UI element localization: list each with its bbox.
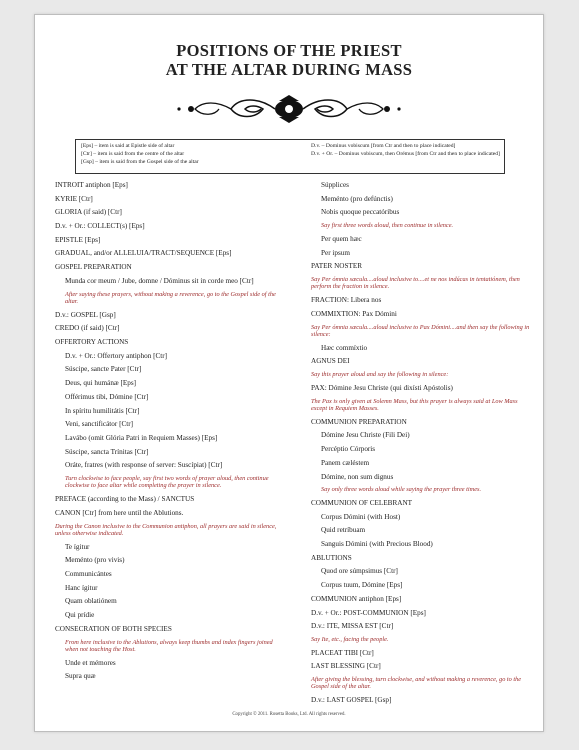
prayer-item: Quid retríbuam <box>321 526 366 535</box>
prayer-item: Munda cor meum / Jube, domne / Dóminus sit in corde meo [Ctr] <box>65 276 254 285</box>
prayer-item: Corpus tuum, Dómine [Eps] <box>321 581 403 590</box>
prayer-item: Oráte, fratres (with response of server: Suscípiat) [Ctr] <box>65 461 223 470</box>
prayer-item: Dómine, non sum dignus <box>321 472 394 481</box>
legend-right <box>311 142 501 158</box>
section-heading: PLACEAT TIBI [Ctr] <box>311 648 374 657</box>
prayer-item: Quod ore súmpsimus [Ctr] <box>321 567 398 576</box>
section-heading: OFFERTORY ACTIONS <box>55 338 129 347</box>
prayer-item: Meménto (pro vivis) <box>65 556 125 565</box>
section-heading: KYRIE [Ctr] <box>55 194 93 203</box>
prayer-item: Meménto (pro defúnctis) <box>321 194 393 203</box>
legend-item: D.v. – Dominus vobiscum [from Ctr and then to place indicated] <box>311 143 456 149</box>
section-heading: D.v.: GOSPEL [Gsp] <box>55 310 116 319</box>
legend-box <box>75 139 505 174</box>
prayer-item: Communicántes <box>65 570 112 579</box>
prayer-item: Corpus Dómini (with Host) <box>321 512 401 521</box>
prayer-item: Súscipe, sancta Trínitas [Ctr] <box>65 447 149 456</box>
section-heading: PATER NOSTER <box>311 262 363 271</box>
prayer-item: Hanc ígitur <box>65 583 98 592</box>
rubric-note: During the Canon inclusive to the Communion antiphon, all prayers are said in silence, unless otherwise indicated. <box>55 522 277 537</box>
prayer-item: Supra quæ <box>65 672 96 681</box>
prayer-item: D.v. + Or.: Offertory antiphon [Ctr] <box>65 351 168 360</box>
legend-item: [Eps] – item is said at Epistle side of altar <box>81 143 175 149</box>
rubric-note: Say this prayer aloud and say the following in silence: <box>311 371 449 379</box>
page-title <box>35 41 543 79</box>
legend-item: [Gsp] – item is said from the Gospel side of the altar <box>81 159 199 166</box>
section-heading: CONSECRATION OF BOTH SPECIES <box>55 624 172 633</box>
prayer-item: Dómine Jesu Christe (Fili Dei) <box>321 431 410 440</box>
prayer-item: Hæc commíxtio <box>321 343 368 352</box>
section-heading: D.v. + Or.: COLLECT(s) [Eps] <box>55 222 145 231</box>
section-heading: PREFACE (according to the Mass) / SANCTUS <box>55 495 195 504</box>
section-heading: CANON [Ctr] from here until the Ablutions. <box>55 508 184 517</box>
section-heading: GOSPEL PREPARATION <box>55 263 132 272</box>
section-heading: D.v.: LAST GOSPEL [Gsp] <box>311 696 392 705</box>
prayer-item: Deus, qui humánæ [Eps] <box>65 379 137 388</box>
section-heading: GLORIA (if said) [Ctr] <box>55 208 122 217</box>
rubric-note: The Pax is only given at Solemn Mass, but this prayer is always said at Low Mass except in Requiem Masses. <box>311 397 518 412</box>
rubric-note: From here inclusive to the Ablutions, always keep thumbs and index fingers joined when not touching the Host. <box>65 638 273 653</box>
scroll-ornament-icon <box>169 93 409 125</box>
right-column <box>311 181 533 710</box>
section-heading: GRADUAL, and/or ALLELUIA/TRACT/SEQUENCE [Eps] <box>55 249 232 258</box>
prayer-item: Unde et mémores <box>65 658 116 667</box>
prayer-item: Per quem hæc <box>321 234 362 243</box>
section-heading: COMMUNION antiphon [Eps] <box>311 594 402 603</box>
section-heading: ABLUTIONS <box>311 553 352 562</box>
rubric-note: Turn clockwise to face people, say first two words of prayer aloud, then continue clockwise to face altar while completing the prayer in silence. <box>65 474 269 490</box>
section-heading: D.v.: ITE, MISSA EST [Ctr] <box>311 622 394 631</box>
rubric-note: After giving the blessing, turn clockwise, and without making a reverence, go to the Gospel side of the altar. <box>311 676 522 691</box>
rubric-note: Say Per ómnia sæcula....aloud inclusive to Pax Dómini....and then say the following in silence: <box>311 323 530 338</box>
prayer-item: Panem cæléstem <box>321 458 370 467</box>
prayer-item: Lavábo (omit Glória Patri in Requiem Masses) [Eps] <box>65 433 218 442</box>
section-heading: COMMIXTION: Pax Dómini <box>311 309 397 318</box>
section-heading: LAST BLESSING [Ctr] <box>311 662 381 671</box>
prayer-item: Veni, sanctificátor [Ctr] <box>65 420 134 429</box>
section-heading: AGNUS DEI <box>311 357 350 366</box>
rubric-note: Say first three words aloud, then continue in silence. <box>321 222 454 230</box>
title-line-2: AT THE ALTAR DURING MASS <box>165 60 413 79</box>
prayer-item: Te ígitur <box>65 542 90 551</box>
document-page <box>34 14 544 732</box>
legend-item: [Ctr] – item is said from the centre of the altar <box>81 151 185 158</box>
prayer-item: Offérimus tibi, Dómine [Ctr] <box>65 392 149 401</box>
copyright-notice: Copyright © 2011. Rosetta Books, Ltd. All rights reserved. <box>232 712 346 717</box>
prayer-item: Per ipsum <box>321 248 350 257</box>
rubric-note: After saying these prayers, without making a reverence, go to the Gospel side of the altar. <box>65 290 276 305</box>
rubric-note: Say only three words aloud while saying the prayer three times. <box>321 486 482 494</box>
section-heading: CREDO (if said) [Ctr] <box>55 324 120 333</box>
rubric-note: Say Ite, etc., facing the people. <box>311 635 389 643</box>
prayer-item: Qui prídie <box>65 611 95 620</box>
title-line-1: POSITIONS OF THE PRIEST <box>176 41 402 60</box>
prayer-item: Quam oblatiónem <box>65 597 117 606</box>
left-column <box>55 181 287 686</box>
section-heading: FRACTION: Libera nos <box>311 296 382 305</box>
prayer-item: Percéptio Córporis <box>321 445 376 454</box>
rubric-note: Say Per ómnia sæcula....aloud inclusive to....et ne nos indúcas in tentatiónem, then perform the fraction in silence. <box>311 275 520 291</box>
prayer-item: Nobis quoque peccatóribus <box>321 208 400 217</box>
prayer-item: In spíritu humilitátis [Ctr] <box>65 406 140 415</box>
section-heading: PAX: Dómine Jesu Christe (qui dixísti Apóstolis) <box>311 383 453 392</box>
prayer-item: Súscipe, sancte Pater [Ctr] <box>65 365 142 374</box>
section-heading: EPISTLE [Eps] <box>55 235 101 244</box>
prayer-item: Súpplices <box>321 181 349 189</box>
legend-left <box>81 142 306 167</box>
section-heading: D.v. + Or.: POST-COMMUNION [Eps] <box>311 608 426 617</box>
prayer-item: Sanguis Dómini (with Precious Blood) <box>321 540 433 549</box>
section-heading: COMMUNION PREPARATION <box>311 417 407 426</box>
section-heading: INTROIT antiphon [Eps] <box>55 181 128 189</box>
legend-item: D.v. + Or. – Dominus vobiscum, then Orémus [from Ctr and then to place indicated] <box>311 151 500 158</box>
section-heading: COMMUNION OF CELEBRANT <box>311 499 413 507</box>
